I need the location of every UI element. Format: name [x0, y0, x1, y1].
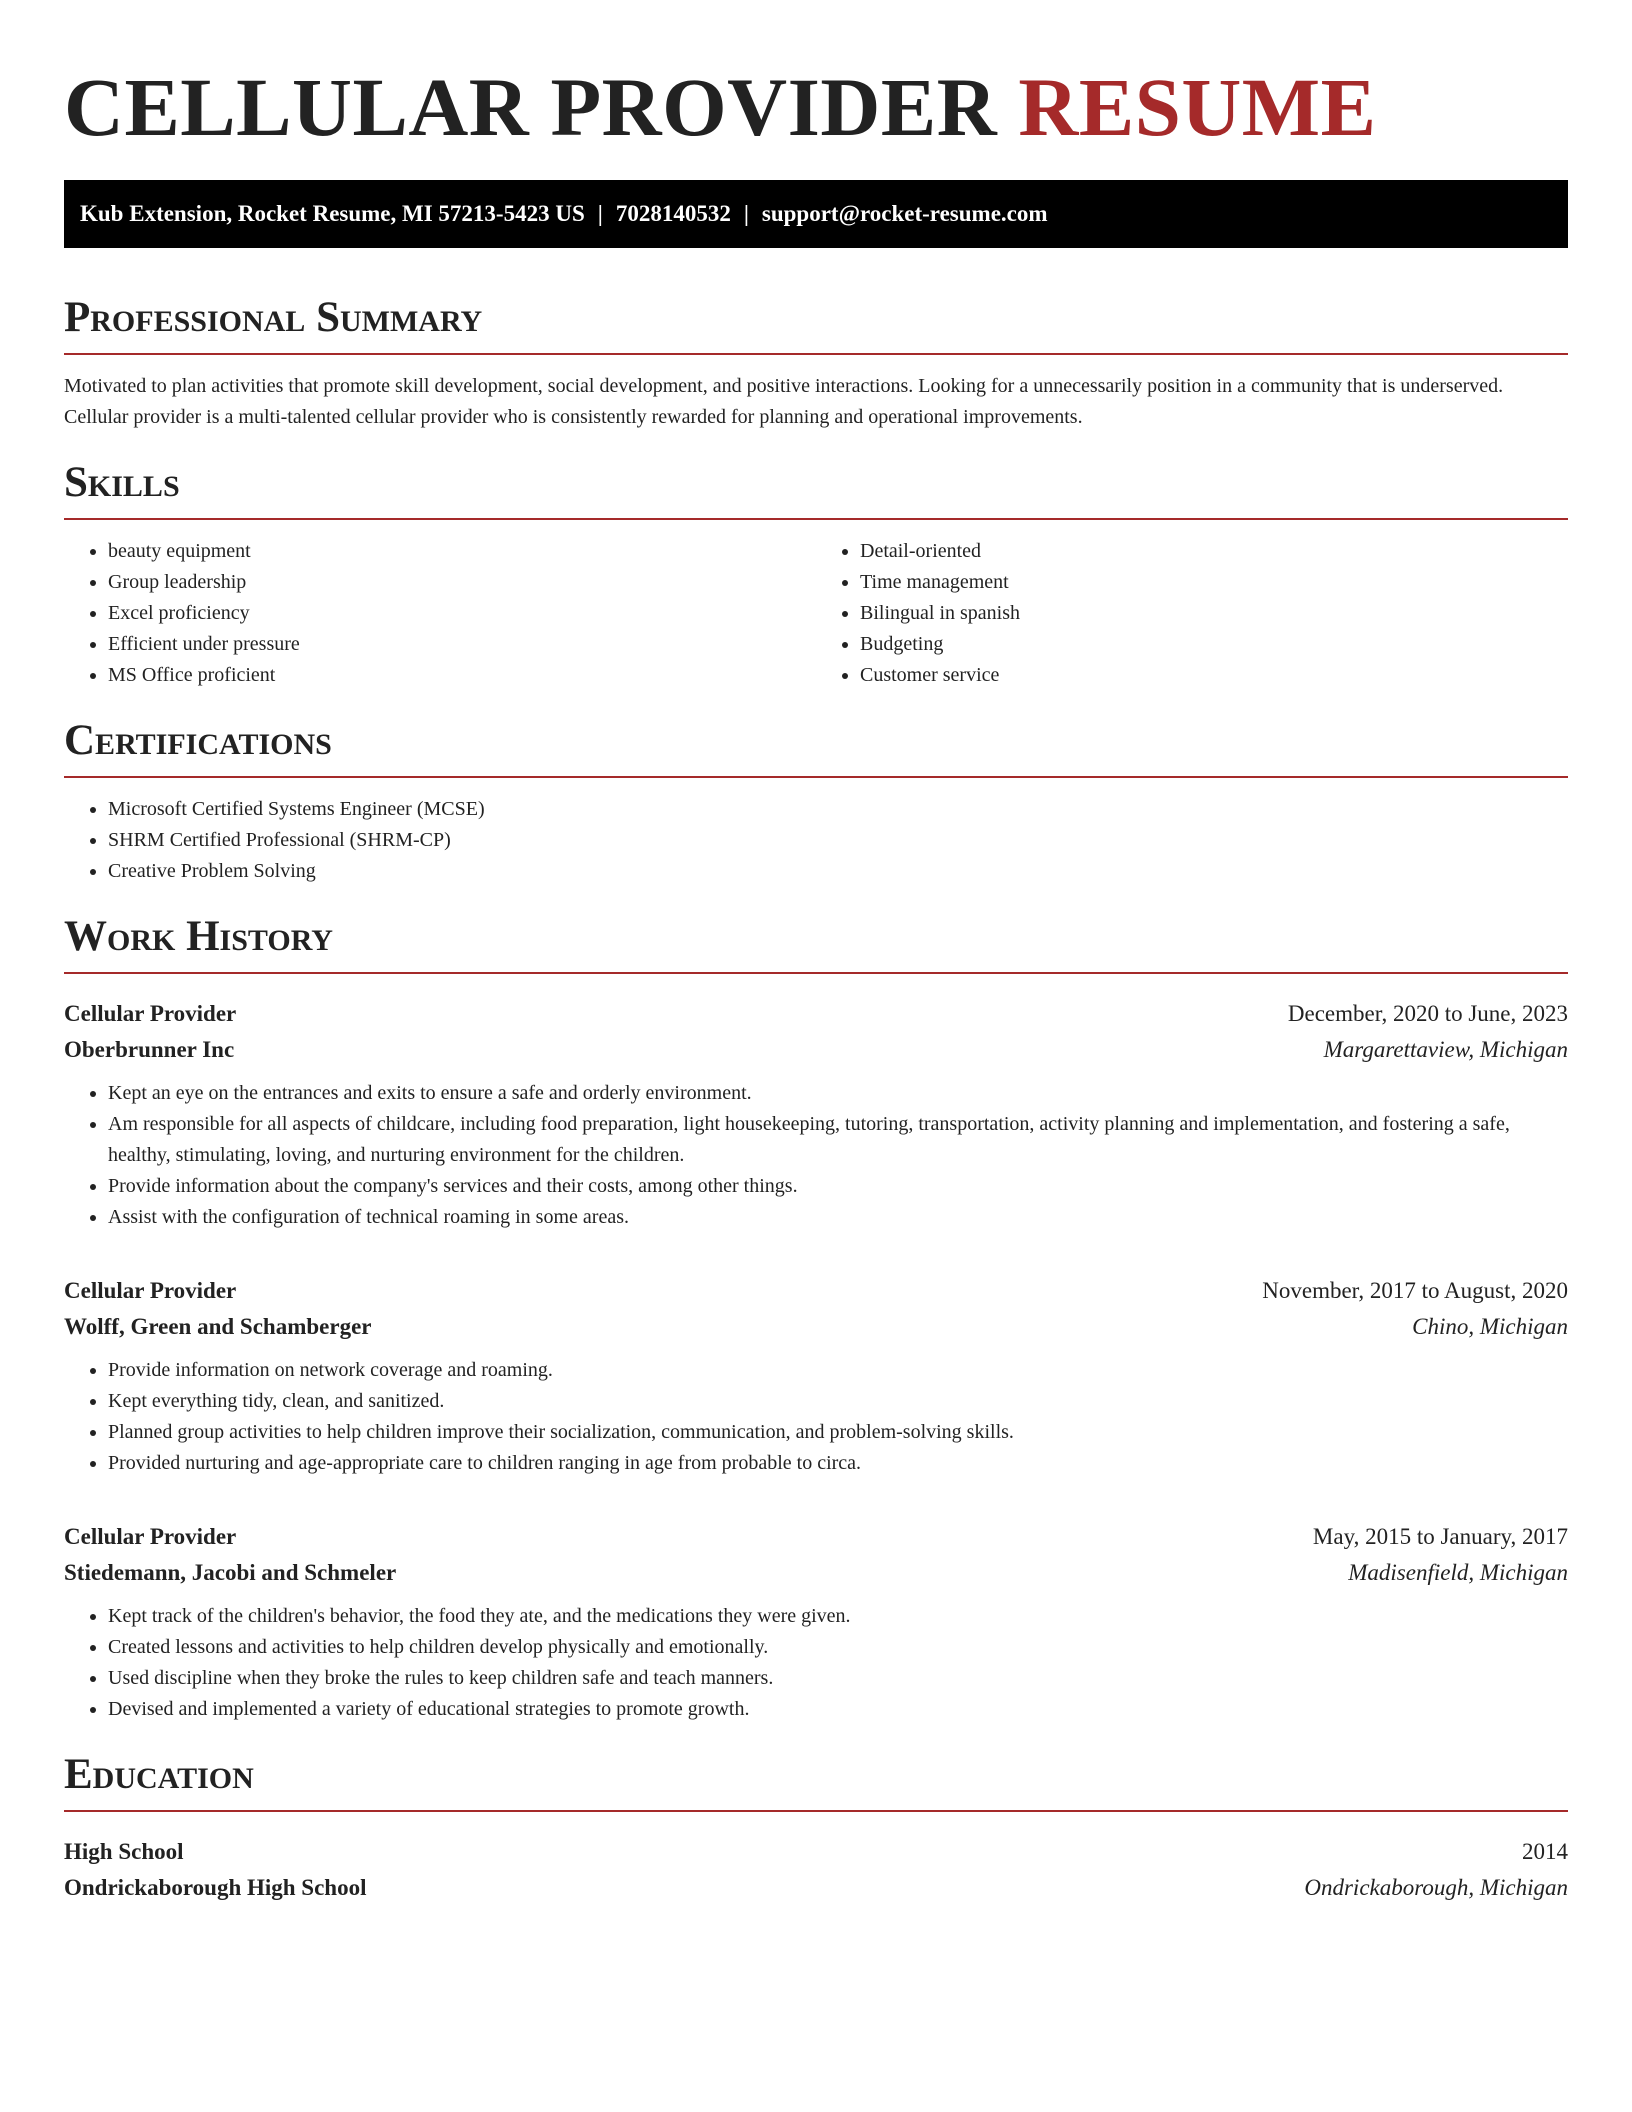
job-duty-item: • Created lessons and activities to help children develop physically and emotionally.	[108, 1632, 1568, 1663]
job-duty-item: • Provide information about the company's services and their costs, among other things.	[108, 1171, 1568, 1202]
job-duty-item: • Assist with the configuration of technical roaming in some areas.	[108, 1202, 1568, 1233]
job-dates: December, 2020 to June, 2023	[1287, 1000, 1568, 1026]
education-location: Ondrickaborough, Michigan	[1304, 1874, 1568, 1900]
skill-item: • MS Office proficient	[108, 660, 816, 691]
job-company-row	[64, 1032, 1568, 1068]
job-title: Cellular Provider	[64, 1277, 237, 1303]
skills-list	[64, 520, 1568, 691]
job-duty-item: • Provide information on network coverage and roaming.	[108, 1355, 1568, 1386]
education-heading: Education	[64, 1753, 1568, 1812]
job-duty-item: • Kept everything tidy, clean, and sanitized.	[108, 1386, 1568, 1417]
education-degree: High School	[64, 1838, 184, 1864]
job-company: Stiedemann, Jacobi and Schmeler	[64, 1559, 397, 1585]
job-entry	[64, 1519, 1568, 1725]
certification-item: • Creative Problem Solving	[108, 856, 1568, 887]
job-duty-item: • Kept an eye on the entrances and exits to ensure a safe and orderly environment.	[108, 1078, 1568, 1109]
job-duty-item: • Used discipline when they broke the rules to keep children safe and teach manners.	[108, 1663, 1568, 1694]
job-company-row	[64, 1555, 1568, 1591]
summary-text: Motivated to plan activities that promote skill development, social development, and positive interactions. Looking for a unnecessarily position in a community that is underserved. Cellular provider is a multi-talented cellular provider who is consistently rewarded for planning and operational improvements.	[64, 374, 1504, 428]
skill-item: • Time management	[860, 567, 1568, 598]
certification-item: • Microsoft Certified Systems Engineer (MCSE)	[108, 794, 1568, 825]
job-company: Wolff, Green and Schamberger	[64, 1313, 372, 1339]
resume-page	[64, 0, 1568, 1906]
contact-phone: 7028140532	[615, 200, 731, 226]
job-header-row	[64, 1519, 1568, 1555]
contact-bar	[64, 180, 1568, 248]
contact-separator: |	[743, 200, 749, 226]
contact-address: Kub Extension, Rocket Resume, MI 57213-5423 US	[80, 200, 585, 226]
skill-item: • beauty equipment	[108, 536, 816, 567]
job-company-row	[64, 1309, 1568, 1345]
skill-item: • Group leadership	[108, 567, 816, 598]
certification-item: • SHRM Certified Professional (SHRM-CP)	[108, 825, 1568, 856]
job-company: Oberbrunner Inc	[64, 1036, 235, 1062]
job-duties	[64, 1355, 1568, 1479]
job-location: Margarettaview, Michigan	[1323, 1036, 1568, 1062]
education-school: Ondrickaborough High School	[64, 1874, 367, 1900]
job-dates: November, 2017 to August, 2020	[1262, 1277, 1568, 1303]
job-duties	[64, 1078, 1568, 1233]
title-accent: RESUME	[1018, 61, 1377, 153]
job-duty-item: • Devised and implemented a variety of educational strategies to promote growth.	[108, 1694, 1568, 1725]
skill-item: • Budgeting	[860, 629, 1568, 660]
certifications-list	[64, 794, 1568, 887]
education-degree-row	[64, 1834, 1568, 1870]
job-title: Cellular Provider	[64, 1523, 237, 1549]
job-header-row	[64, 1273, 1568, 1309]
education-school-row	[64, 1870, 1568, 1906]
job-duty-item: • Provided nurturing and age-appropriate care to children ranging in age from probable to circa.	[108, 1448, 1568, 1479]
certifications-heading: Certifications	[64, 719, 1568, 778]
skill-item: • Customer service	[860, 660, 1568, 691]
job-title: Cellular Provider	[64, 1000, 237, 1026]
work-history-heading: Work History	[64, 915, 1568, 974]
job-duties	[64, 1601, 1568, 1725]
job-header-row	[64, 996, 1568, 1032]
education-year: 2014	[1522, 1838, 1568, 1864]
skills-column-right	[816, 536, 1568, 691]
job-location: Chino, Michigan	[1412, 1313, 1568, 1339]
job-dates: May, 2015 to January, 2017	[1312, 1523, 1568, 1549]
contact-email: support@rocket-resume.com	[761, 200, 1048, 226]
summary-heading: Professional Summary	[64, 296, 1568, 355]
resume-title	[64, 58, 1568, 158]
education-entry	[64, 1834, 1568, 1906]
skills-heading: Skills	[64, 461, 1568, 520]
skill-item: • Efficient under pressure	[108, 629, 816, 660]
skill-item: • Excel proficiency	[108, 598, 816, 629]
skill-item: • Detail-oriented	[860, 536, 1568, 567]
title-main: CELLULAR PROVIDER	[64, 61, 998, 153]
job-entry	[64, 996, 1568, 1233]
skill-item: • Bilingual in spanish	[860, 598, 1568, 629]
job-location: Madisenfield, Michigan	[1348, 1559, 1568, 1585]
job-entry	[64, 1273, 1568, 1479]
skills-column-left	[64, 536, 816, 691]
contact-separator: |	[597, 200, 603, 226]
job-duty-item: • Planned group activities to help children improve their socialization, communication, and problem-solving skills.	[108, 1417, 1568, 1448]
job-duty-item: • Am responsible for all aspects of childcare, including food preparation, light housekeeping, tutoring, transportation, activity planning and implementation, and fostering a safe, healthy, stimulating, loving, and nurturing environment for the children.	[108, 1109, 1568, 1171]
job-duty-item: • Kept track of the children's behavior, the food they ate, and the medications they were given.	[108, 1601, 1568, 1632]
